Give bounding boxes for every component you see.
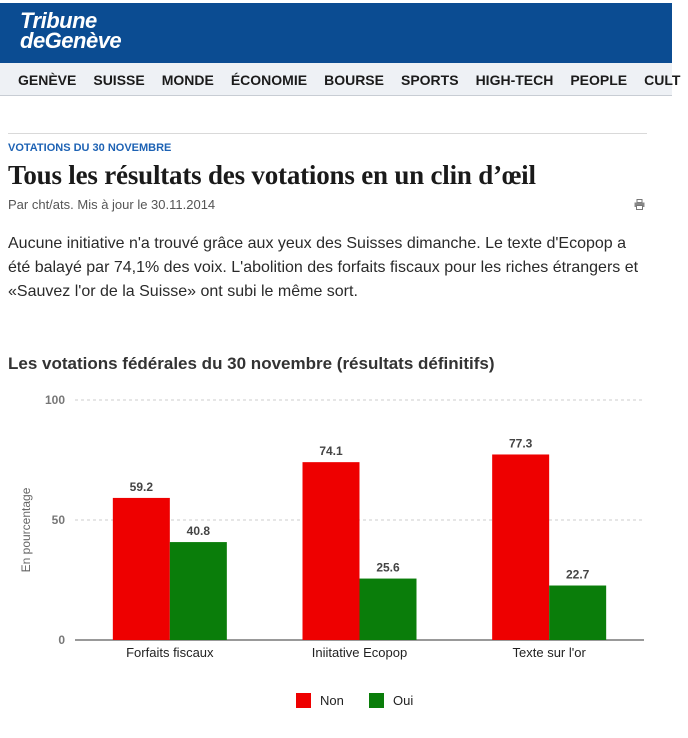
data-label: 59.2 xyxy=(129,479,154,494)
legend-label-oui: Oui xyxy=(393,693,414,708)
bar-oui xyxy=(170,542,227,640)
bar-chart xyxy=(0,380,672,738)
data-label: 25.6 xyxy=(376,560,400,575)
nav-item-geneve[interactable]: GENÈVE xyxy=(18,72,77,88)
nav-item-bourse[interactable]: BOURSE xyxy=(324,72,384,88)
nav-item-monde[interactable]: MONDE xyxy=(161,72,214,88)
nav-item-suisse[interactable]: SUISSE xyxy=(93,72,145,88)
nav-item-economie[interactable]: ÉCONOMIE xyxy=(230,72,308,88)
x-tick-label: Forfaits fiscaux xyxy=(126,645,214,660)
printer-icon[interactable] xyxy=(634,197,645,208)
x-tick-label: Texte sur l'or xyxy=(512,645,586,660)
y-tick-label: 50 xyxy=(51,513,65,527)
nav-item-sports[interactable]: SPORTS xyxy=(400,72,459,88)
main-nav xyxy=(0,63,681,96)
bar-non xyxy=(492,454,549,640)
y-axis-label: En pourcentage xyxy=(19,487,33,573)
article-byline: Par cht/ats. Mis à jour le 30.11.2014 xyxy=(8,197,216,212)
x-tick-label: Iniitative Ecopop xyxy=(311,645,408,660)
bar-oui xyxy=(360,579,417,640)
data-label: 77.3 xyxy=(508,436,533,451)
nav-item-people[interactable]: PEOPLE xyxy=(570,72,628,88)
section-divider xyxy=(8,133,647,134)
article-lead: Aucune initiative n'a trouvé grâce aux yeux des Suisses dimanche. Le texte d'Ecopop a été balayé par 74,1% des voix. L'abolition des forfaits fiscaux pour les riches étrangers et «Sauvez l'or de la Suisse» ont subi le même sort. xyxy=(8,235,639,300)
bar-non xyxy=(113,498,170,640)
legend-swatch-non xyxy=(296,693,311,708)
data-label: 22.7 xyxy=(565,567,590,582)
y-tick-label: 100 xyxy=(44,393,65,407)
article-headline: Tous les résultats des votations en un clin d’œil xyxy=(8,160,536,190)
bar-oui xyxy=(549,586,606,640)
y-tick-label: 0 xyxy=(58,633,65,647)
data-label: 74.1 xyxy=(319,444,343,459)
nav-item-culture[interactable]: CULT xyxy=(644,72,681,88)
nav-item-high-tech[interactable]: HIGH-TECH xyxy=(475,72,554,88)
logo-line-2: deGenève xyxy=(20,28,122,53)
article-kicker[interactable]: VOTATIONS DU 30 NOVEMBRE xyxy=(8,142,172,154)
data-label: 40.8 xyxy=(186,524,211,539)
logo-line-1: Tribune xyxy=(20,8,97,33)
legend-label-non: Non xyxy=(320,693,344,708)
masthead xyxy=(0,3,672,63)
bar-non xyxy=(303,462,360,640)
legend-swatch-oui xyxy=(369,693,384,708)
chart-title: Les votations fédérales du 30 novembre (résultats définitifs) xyxy=(8,354,495,373)
site-logo[interactable] xyxy=(20,8,122,53)
